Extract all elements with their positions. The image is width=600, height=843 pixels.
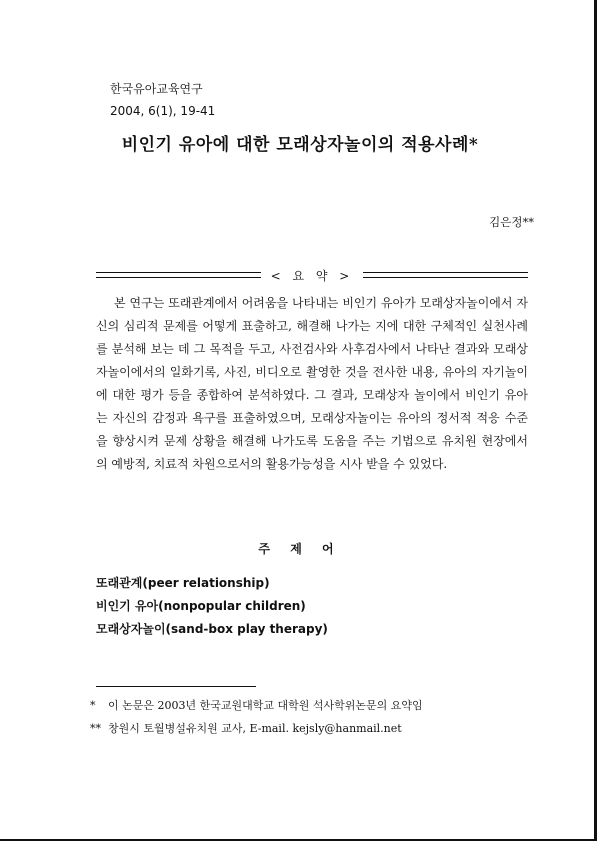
footnote-divider: [96, 686, 256, 687]
journal-name: 한국유아교육연구: [110, 82, 203, 96]
author-name: 김은정**: [489, 215, 534, 229]
abstract-rule-left: [96, 272, 261, 278]
footnote-mark: *: [90, 699, 96, 712]
abstract-text: 본 연구는 또래관계에서 어려움을 나타내는 비인기 유아가 모래상자놀이에서 자신의 심리적 문제를 어떻게 표출하고, 해결해 나가는 지에 대한 구체적인 실천사례를 분석해 보는 데 그 목적을 두고, 사전검사와 사후검사에서 나타난 결과와 모래상자놀이에서의 일화기록, 사진, 비디오로 촬영한 것을 전사한 내용, 유아의 자기놀이에 대한 평가 등을 종합하여 분석하였다. 그 결과, 모래상자 놀이에서 비인기 유아는 자신의 감정과 욕구를 표출하였으며, 모래상자놀이는 유아의 정서적 적응 수준을 향상시켜 문제 상황을 해결해 나가도록 도움을 주는 기법으로 유치원 현장에서의 예방적, 치료적 차원으로서의 활용가능성을 시사 받을 수 있었다.: [96, 296, 528, 471]
footnote-mark: **: [90, 722, 101, 735]
abstract-heading: [96, 265, 528, 285]
keyword-item: 또래관계(peer relationship): [96, 576, 270, 590]
keyword-list: [96, 572, 328, 641]
keyword-item: 비인기 유아(nonpopular children): [96, 599, 306, 613]
keyword-item: 모래상자놀이(sand-box play therapy): [96, 622, 328, 636]
footnote: [90, 717, 423, 740]
paper-title: 비인기 유아에 대한 모래상자놀이의 적용사례*: [121, 135, 479, 155]
abstract-rule-right: [363, 272, 528, 278]
journal-citation: 2004, 6(1), 19-41: [110, 104, 216, 118]
footnote-text: 이 논문은 2003년 한국교원대학교 대학원 석사학위논문의 요약임: [108, 699, 423, 712]
journal-info: [110, 78, 215, 122]
keywords-heading: 주 제 어: [258, 542, 342, 556]
abstract-heading-label: < 요 약 >: [270, 268, 354, 283]
footnote: [90, 694, 423, 717]
footnote-text: 창원시 토월병설유치원 교사, E-mail. kejsly@hanmail.net: [108, 722, 402, 735]
footnotes: [90, 694, 423, 740]
